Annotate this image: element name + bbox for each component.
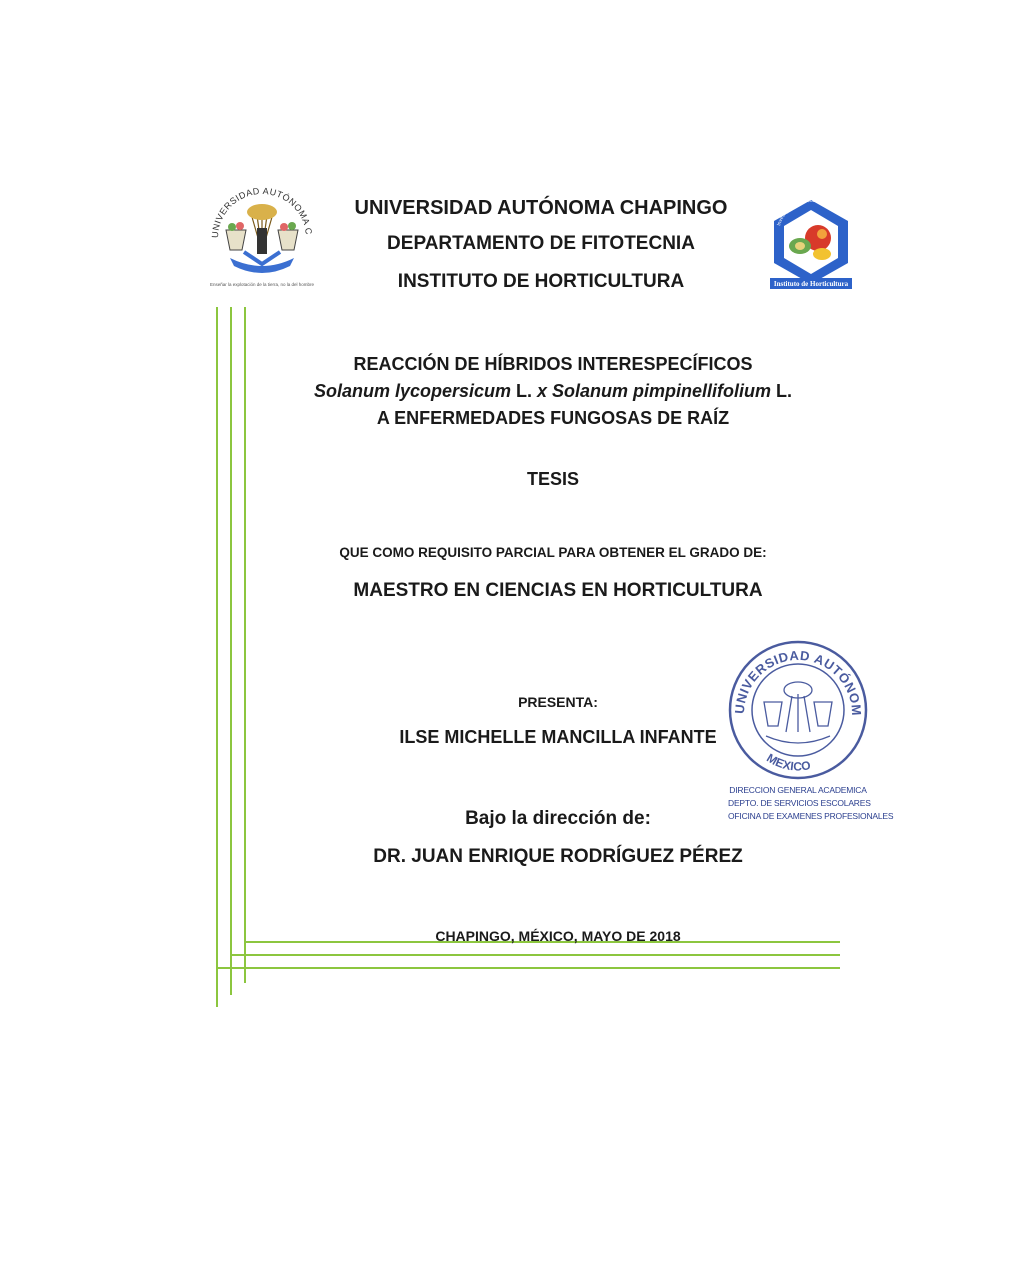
degree-name: MAESTRO EN CIENCIAS EN HORTICULTURA <box>353 580 763 601</box>
chapingo-logo-ring-text: UNIVERSIDAD AUTÓNOMA C <box>209 185 314 239</box>
chapingo-logo <box>200 180 324 292</box>
chapingo-logo-motto: Enseñar la explotación de la tierra, no la del hombre <box>209 282 315 287</box>
institute-name: INSTITUTO DE HORTICULTURA <box>397 271 685 292</box>
direction-label: Bajo la dirección de: <box>465 808 651 829</box>
presents-label: PRESENTA: <box>518 694 598 710</box>
degree-requirement: QUE COMO REQUISITO PARCIAL PARA OBTENER EL GRADO DE: <box>339 545 767 560</box>
frame-line-vertical-1 <box>216 307 218 1007</box>
species-1: Solanum lycopersicum <box>313 381 512 401</box>
thesis-title-line-3: A ENFERMEDADES FUNGOSAS DE RAÍZ <box>376 408 730 428</box>
stamp-ring-top: UNIVERSIDAD AUTÓNOM <box>731 647 865 717</box>
thesis-title-line-1: REACCIÓN DE HÍBRIDOS INTERESPECÍFICOS <box>353 354 753 374</box>
author-name: ILSE MICHELLE MANCILLA INFANTE <box>399 727 717 747</box>
stamp-line-1: DIRECCION GENERAL ACADEMICA <box>729 785 867 795</box>
horticulture-logo-ring-text: Investigación y Docencia <box>776 197 826 227</box>
horticulture-institute-logo <box>766 196 856 292</box>
director-name: DR. JUAN ENRIQUE RODRÍGUEZ PÉREZ <box>373 846 743 867</box>
document-type: TESIS <box>526 469 579 489</box>
frame-line-vertical-2 <box>230 307 232 995</box>
frame-line-horizontal-3 <box>216 967 840 969</box>
author-abbrev-1: L. <box>511 381 538 401</box>
frame-line-horizontal-2 <box>230 954 840 956</box>
stamp-line-2: DEPTO. DE SERVICIOS ESCOLARES <box>728 798 871 808</box>
place-and-date: CHAPINGO, MÉXICO, MAYO DE 2018 <box>435 928 681 944</box>
species-2: x Solanum pimpinellifolium <box>537 381 772 401</box>
department-name: DEPARTAMENTO DE FITOTECNIA <box>387 233 695 254</box>
horticulture-logo-caption: Instituto de Horticultura <box>773 280 849 288</box>
official-stamp <box>726 632 870 780</box>
author-abbrev-2: L. <box>771 381 793 401</box>
stamp-ring-bottom: MEXICO <box>764 750 812 774</box>
university-name: UNIVERSIDAD AUTÓNOMA CHAPINGO <box>354 197 728 219</box>
thesis-title-line-2 <box>250 381 856 402</box>
frame-line-vertical-3 <box>244 307 246 983</box>
stamp-line-3: OFICINA DE EXAMENES PROFESIONALES <box>728 811 894 821</box>
